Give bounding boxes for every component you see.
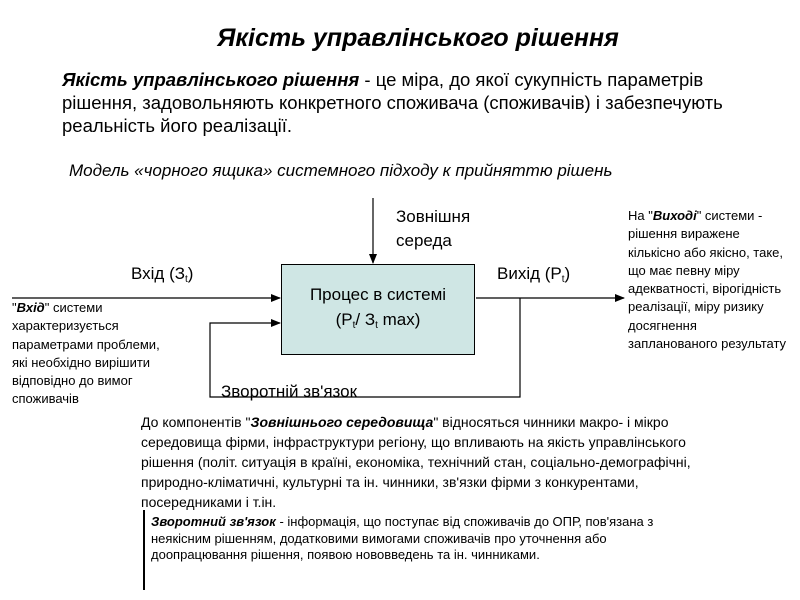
definition-text: - це міра, до якої сукупність параметрів рішення, задовольняють конкретного споживача (споживачів) і забезпечують реальність його реалізації. bbox=[62, 69, 723, 136]
feedback-note-term: Зворотний зв'язок bbox=[151, 514, 276, 529]
definition-term: Якість управлінського рішення bbox=[62, 69, 360, 90]
process-formula: ($Р_t/$ $З_t$ max) bbox=[335, 309, 421, 331]
process-title: Процес в системі bbox=[309, 284, 447, 304]
output-note: На "Виході" системи - рішення виражене кількісно або якісно, таке, що має певну міру адекватності, вірогідність реалізації, міру ризику досягнення запланованого результату bbox=[628, 208, 787, 352]
input-label: Вхід $(З_t)$ bbox=[131, 264, 194, 285]
feedback-label: Зворотній зв'язок bbox=[221, 382, 358, 401]
feedback-note: Зворотний зв'язок - інформація, що поступає від споживачів до ОПР, пов'язана з неякісним рішенням, додатковими вимогами споживачів про уточнення або доопрацювання рішення, появою нововведень та ін. чинниками. bbox=[143, 510, 665, 590]
output-label: Вихід $(Р_t)$ bbox=[497, 264, 571, 285]
model-title: Модель «чорного ящика» системного підходу к прийняттю рішень bbox=[69, 161, 613, 180]
environment-note-term: Зовнішнього середовища bbox=[250, 414, 434, 430]
input-note: "Вхід" системи характеризується параметрами проблеми, які необхідно вирішити відповідно до вимог споживачів bbox=[12, 300, 160, 407]
process-box bbox=[281, 264, 475, 355]
external-environment-label: Зовнішня середа bbox=[396, 207, 471, 250]
environment-note: До компонентів "Зовнішнього середовища" відносяться чинники макро- і мікро середовища фірми, інфраструктури регіону, що впливають на якість управлінського рішення (політ. ситуація в країні, економіка, технічний стан, соціально-демографічні, природно-кліматичні, культурні та ін. чинники, зв'язки фірми з конкурентами, посередниками і т.ін. bbox=[141, 414, 691, 510]
input-note-term: Вхід bbox=[16, 300, 45, 315]
output-note-term: Виході bbox=[652, 208, 697, 223]
page-title: Якість управлінського рішення bbox=[217, 24, 619, 52]
